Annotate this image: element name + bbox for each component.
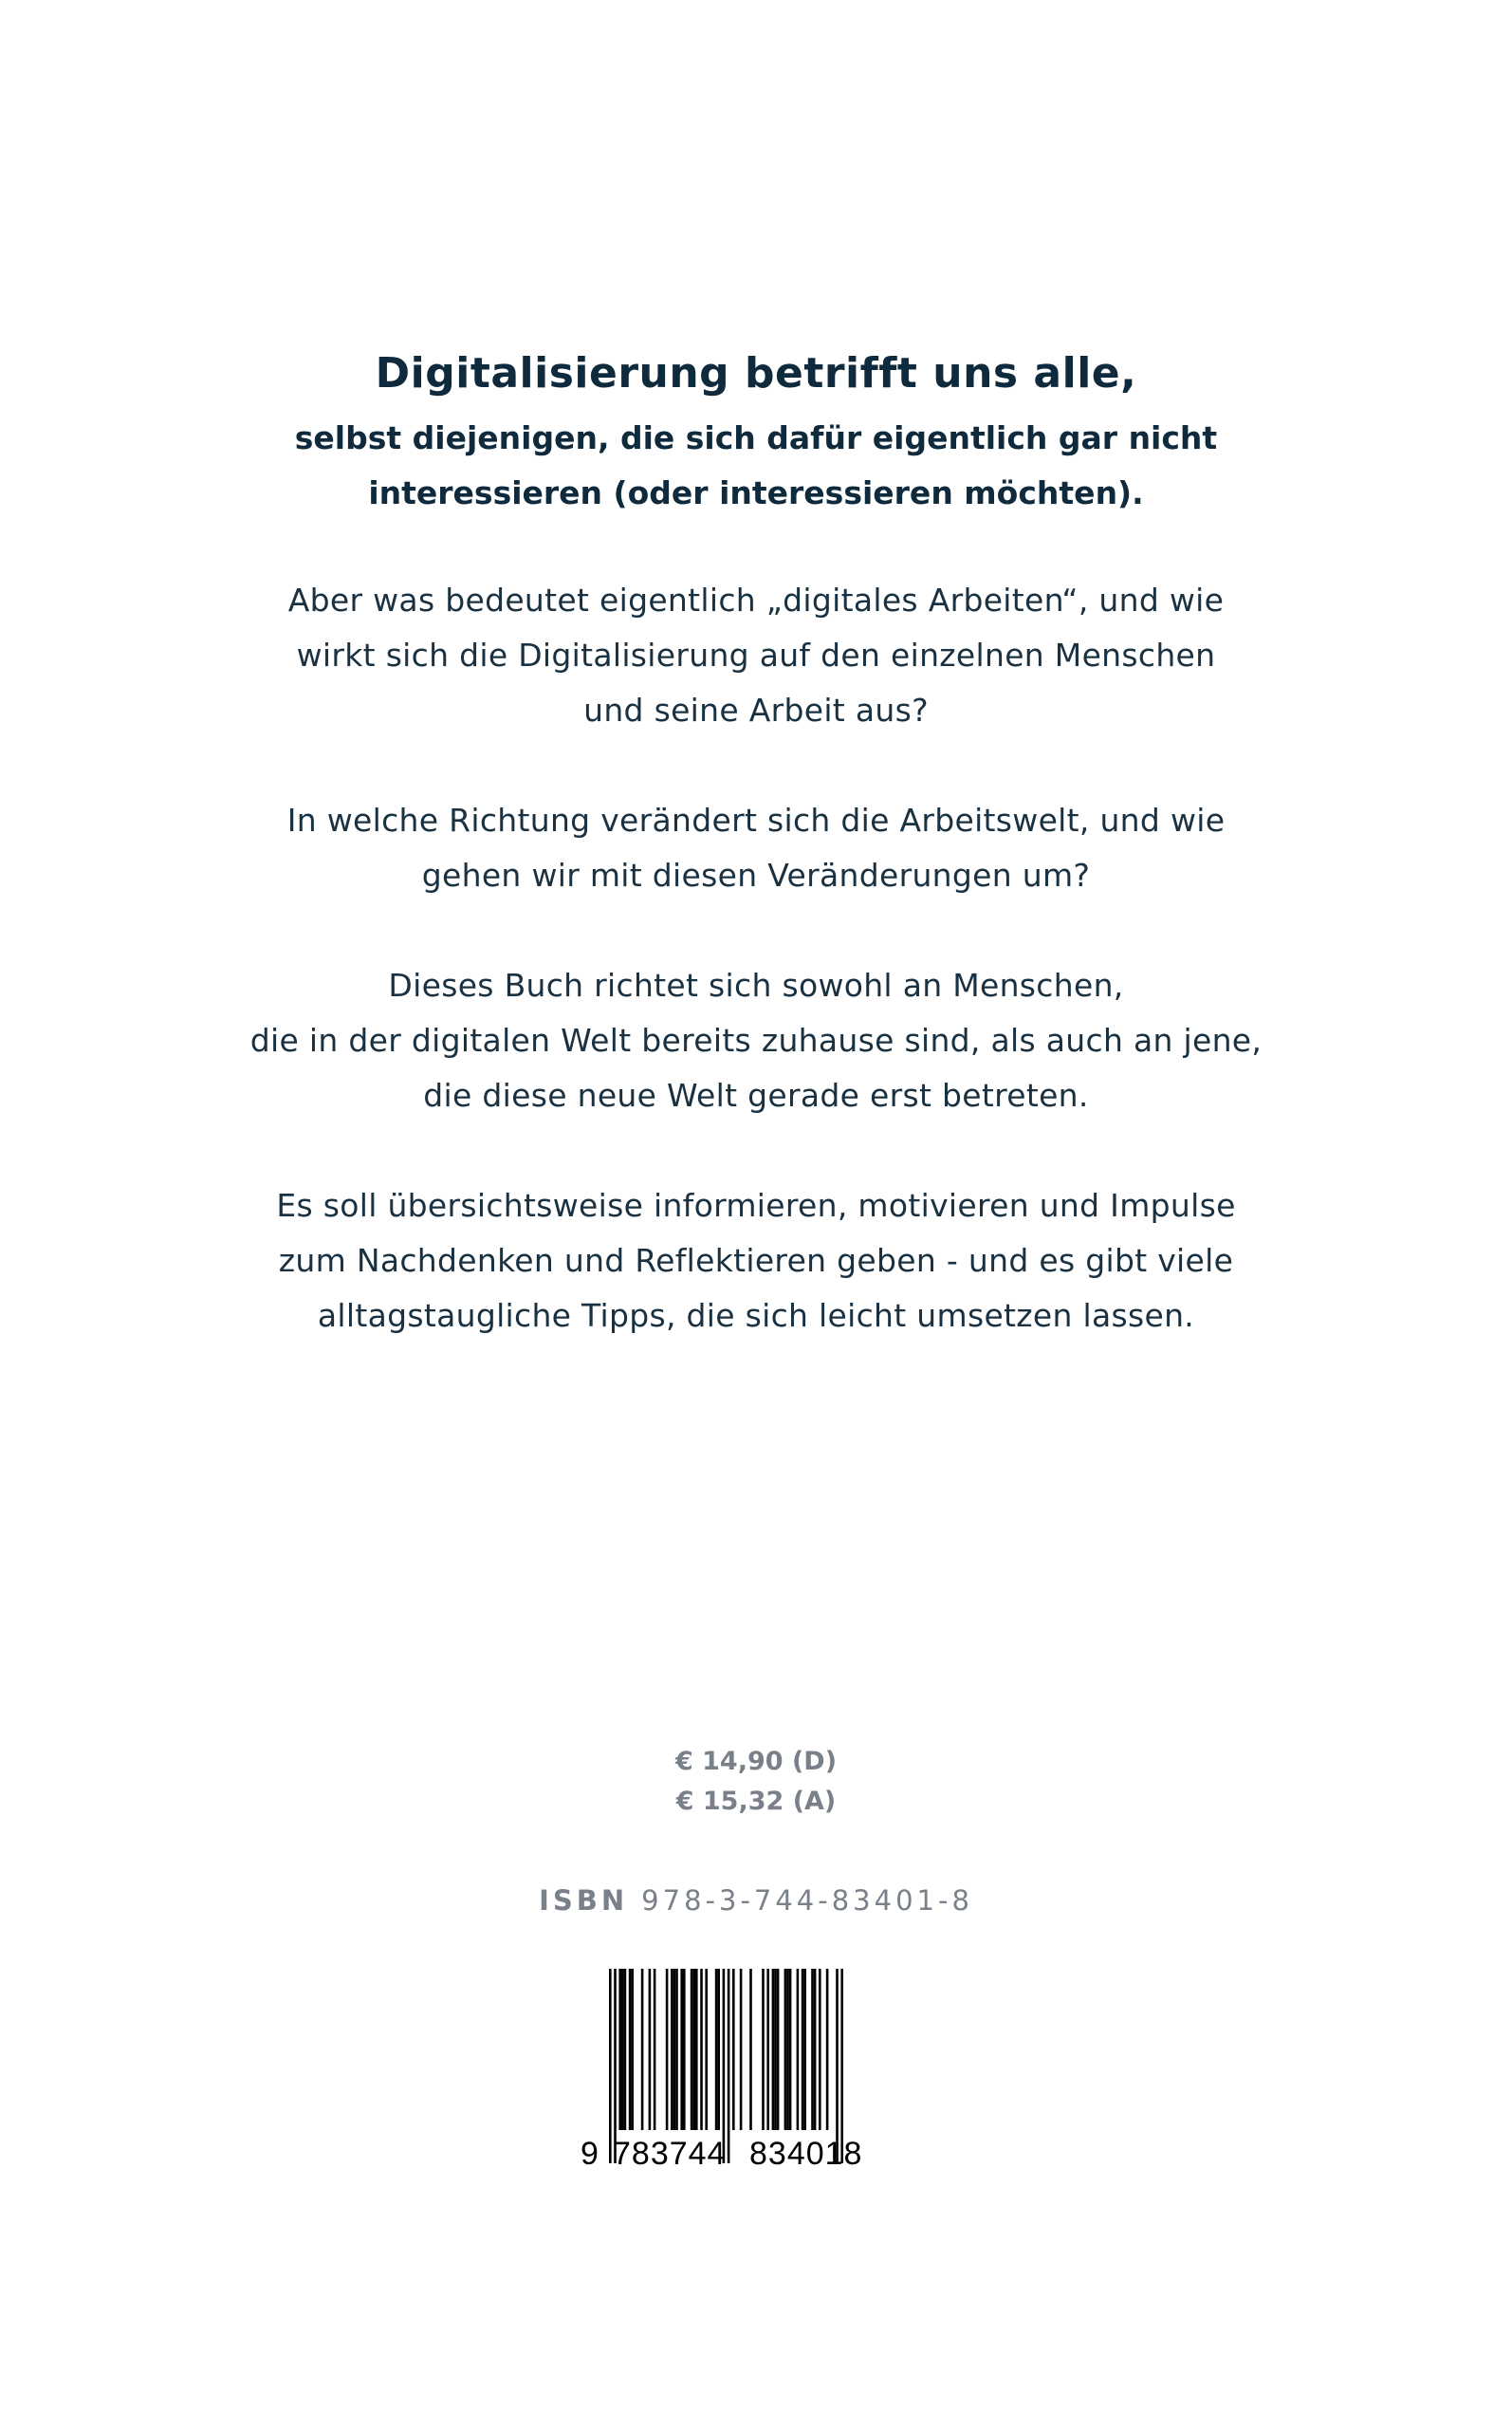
- barcode-guard-bar: [836, 1969, 839, 2163]
- barcode-bar: [683, 1969, 686, 2130]
- barcode-bar: [631, 1969, 634, 2130]
- barcode-bar: [784, 1969, 787, 2130]
- barcode-bar: [826, 1969, 829, 2130]
- price-austria: € 15,32 (A): [675, 1787, 837, 1816]
- blurb-paragraph-2: [0, 793, 1512, 903]
- blurb-line: die diese neue Welt gerade erst betreten.: [423, 1077, 1089, 1114]
- barcode-bar: [740, 1969, 743, 2130]
- barcode-bar: [641, 1969, 644, 2130]
- subheadline: [0, 411, 1512, 521]
- subheadline-line: interessieren (oder interessieren möchten).: [368, 474, 1144, 511]
- blurb-paragraph-3: [0, 958, 1512, 1123]
- blurb-paragraph-4: [0, 1178, 1512, 1343]
- blurb-line: alltagstaugliche Tipps, die sich leicht umsetzen lassen.: [317, 1297, 1195, 1334]
- barcode-bar: [695, 1969, 698, 2130]
- isbn-number: 978-3-744-83401-8: [641, 1884, 973, 1917]
- barcode-digit-first: 9: [581, 2136, 599, 2172]
- barcode-bar: [621, 1969, 624, 2130]
- barcode-guard-bar: [728, 1969, 730, 2163]
- barcode-digits-left: 783744: [613, 2136, 727, 2172]
- barcode-guard-bar: [614, 1969, 617, 2163]
- blurb-line: In welche Richtung verändert sich die Arbeitswelt, und wie: [286, 802, 1226, 839]
- blurb-line: Dieses Buch richtet sich sowohl an Menschen,: [388, 967, 1124, 1004]
- barcode-bar: [774, 1969, 777, 2130]
- barcode-bar: [629, 1969, 632, 2130]
- barcode-bar: [691, 1969, 693, 2130]
- barcode-bar: [715, 1969, 718, 2130]
- barcode-bar: [786, 1969, 789, 2130]
- barcode-digits-right: 834018: [749, 2136, 863, 2172]
- barcode-bar: [766, 1969, 769, 2130]
- isbn-line: [0, 1884, 1512, 1917]
- barcode-bar: [705, 1969, 708, 2130]
- barcode-bar: [762, 1969, 765, 2130]
- barcode-bar: [732, 1969, 735, 2130]
- barcode-bar: [624, 1969, 627, 2130]
- barcode-bar: [692, 1969, 695, 2130]
- barcode-bar: [789, 1969, 792, 2130]
- barcode-bar: [618, 1969, 621, 2130]
- subheadline-line: selbst diejenigen, die sich dafür eigentlich gar nicht: [294, 419, 1218, 456]
- barcode-bar: [802, 1969, 804, 2130]
- barcode-bar: [777, 1969, 780, 2130]
- barcode-bar: [811, 1969, 814, 2130]
- barcode-bar: [717, 1969, 720, 2130]
- blurb-line: zum Nachdenken und Reflektieren geben - und es gibt viele: [278, 1242, 1234, 1279]
- barcode-bar: [649, 1969, 652, 2130]
- barcode-bar: [700, 1969, 703, 2130]
- barcode-bar: [749, 1969, 752, 2130]
- blurb-line: die in der digitalen Welt bereits zuhause sind, als auch an jene,: [249, 1022, 1263, 1059]
- barcode-guard-bar: [723, 1969, 726, 2163]
- blurb-line: und seine Arbeit aus?: [583, 692, 929, 729]
- blurb-line: gehen wir mit diesen Veränderungen um?: [421, 857, 1091, 894]
- barcode-bar: [654, 1969, 656, 2130]
- barcode: [579, 1969, 892, 2196]
- barcode-bar: [797, 1969, 800, 2130]
- barcode-bar: [671, 1969, 673, 2130]
- price-germany: € 14,90 (D): [674, 1747, 838, 1776]
- blurb-paragraph-1: [0, 573, 1512, 738]
- barcode-guard-bar: [840, 1969, 843, 2163]
- blurb-line: Es soll übersichtsweise informieren, motivieren und Impulse: [276, 1187, 1236, 1224]
- barcode-bar: [814, 1969, 817, 2130]
- barcode-bar: [772, 1969, 775, 2130]
- headline: Digitalisierung betrifft uns alle,: [375, 349, 1137, 398]
- blurb-line: wirkt sich die Digitalisierung auf den einzelnen Menschen: [296, 637, 1216, 674]
- barcode-bar: [675, 1969, 678, 2130]
- barcode-bar: [673, 1969, 676, 2130]
- barcode-bar: [666, 1969, 669, 2130]
- barcode-bar: [819, 1969, 821, 2130]
- price-block: [0, 1742, 1512, 1822]
- blurb-line: Aber was bedeutet eigentlich „digitales Arbeiten“, und wie: [287, 582, 1225, 619]
- barcode-bar: [803, 1969, 806, 2130]
- barcode-bar: [680, 1969, 683, 2130]
- isbn-label: ISBN: [539, 1884, 629, 1917]
- barcode-guard-bar: [609, 1969, 612, 2163]
